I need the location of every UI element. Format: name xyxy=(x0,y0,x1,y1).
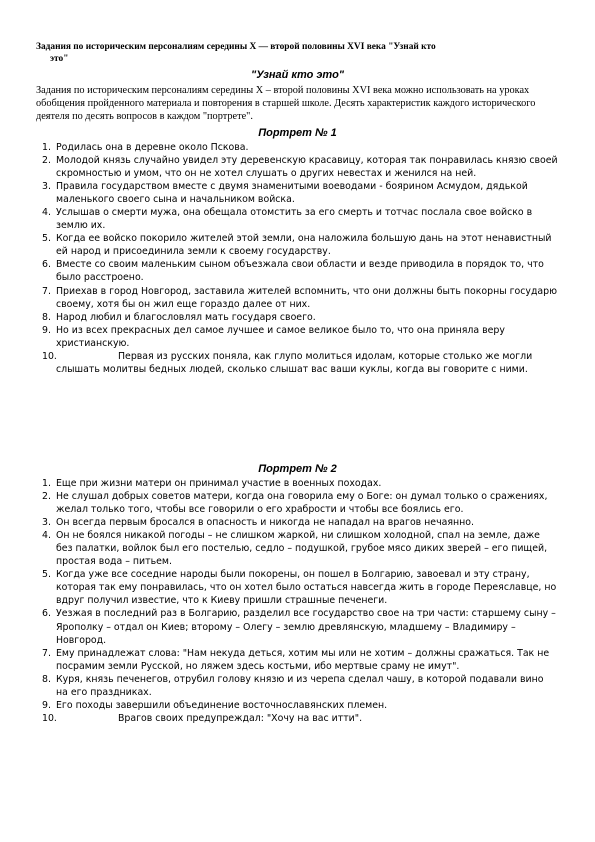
list-item: 8. Куря, князь печенегов, отрубил голову князю и из черепа сделал чашу, в которой подавали вино на его праздниках. xyxy=(42,673,544,698)
document-header xyxy=(36,41,556,65)
list-item: 4. Услышав о смерти мужа, она обещала отомстить за его смерть и тотчас послала свое войско в землю их. xyxy=(42,207,533,232)
list-item: 7. Ему принадлежат слова: "Нам некуда деться, хотим мы или не хотим – должны сражаться. Так не посрамим земли Русской, но ляжем здесь костьми, ибо мертвые сраму не имут". xyxy=(42,647,550,672)
list-item: 2. Не слушал добрых советов матери, когда она говорила ему о Боге: он думал только о сражениях, желал только того, чтобы все говорили о его храбрости и чтобы все боялись его. xyxy=(42,491,548,516)
portrait-2-list xyxy=(36,477,558,725)
list-item: 6. Уезжая в последний раз в Болгарию, разделил все государство свое на три части: старшему сыну – Ярополку – отдал он Киев; второму – Олегу – землю древлянскую, младшему – Владимиру – Новгород. xyxy=(42,608,556,646)
intro-paragraph: Задания по историческим персоналиям середины X – второй половины XVI века можно использовать на уроках обобщения пройденного материала и повторения в старшей школе. Десять характеристик каждого исторического деятеля по десять вопросов в каждом "портрете". xyxy=(36,85,536,122)
document-title: "Узнай кто это" xyxy=(250,69,345,81)
list-item: 6. Вместе со своим маленьким сыном объезжала свои области и везде приводила в порядок то, что было расстроено. xyxy=(42,259,544,284)
list-item: 8. Народ любил и благословлял мать государя своего. xyxy=(42,311,316,323)
header-line-2: это" xyxy=(50,54,69,64)
list-item: 9. Его походы завершили объединение восточнославянских племен. xyxy=(42,699,388,711)
portrait-2-title: Портрет № 2 xyxy=(258,463,337,475)
list-item: 5. Когда ее войско покорило жителей этой земли, она наложила большую дань на этот ненавистный ей народ и присоединила земли к своему государству. xyxy=(42,233,552,258)
list-item: 1. Еще при жизни матери он принимал участие в военных походах. xyxy=(42,478,382,489)
header-line-1: Задания по историческим персоналиям середины X — второй половины XVI века "Узнай кто xyxy=(36,42,436,52)
list-item: 3. Он всегда первым бросался в опасность и никогда не нападал на врагов нечаянно. xyxy=(42,517,474,529)
list-item: 3. Правила государством вместе с двумя знаменитыми воеводами - боярином Асмудом, дядькой маленького своего сына и начальником войска. xyxy=(42,181,528,206)
portrait-1-list xyxy=(36,141,558,376)
list-item: 9. Но из всех прекрасных дел самое лучшее и самое великое было то, что она приняла веру христианскую. xyxy=(42,324,505,349)
list-item: 2. Молодой князь случайно увидел эту деревенскую красавицу, которая так понравилась князю своей скромностью и умом, что он не хотел слушать о других невестах и женился на ней. xyxy=(42,155,558,180)
list-item: 7. Приехав в город Новгород, заставила жителей вспомнить, что они должны быть покорны государю своему, хотя бы он жил еще гораздо далее от них. xyxy=(42,285,558,310)
list-item: 10. Первая из русских поняла, как глупо молиться идолам, которые столько же могли слышать молитвы бедных людей, сколько слышат вас ваши куклы, когда вы говорите с ними. xyxy=(42,350,533,375)
list-item: 5. Когда уже все соседние народы были покорены, он пошел в Болгарию, завоевал и эту страну, которая так ему понравилась, что он хотел было остаться навсегда жить в городе Переяславце, но вдруг получил известие, что к Киеву пришли страшные печенеги. xyxy=(42,569,557,607)
portrait-1-title: Портрет № 1 xyxy=(258,127,337,139)
list-item: 1. Родилась она в деревне около Пскова. xyxy=(42,142,249,153)
list-item: 10. Врагов своих предупреждал: "Хочу на вас итти". xyxy=(42,712,363,724)
list-item: 4. Он не боялся никакой погоды – не слишком жаркой, ни слишком холодной, спал на земле, даже без палатки, войлок был его постелью, седло – подушкой, грубое мясо диких зверей – его пищей, простая вода – питьем. xyxy=(42,530,548,568)
